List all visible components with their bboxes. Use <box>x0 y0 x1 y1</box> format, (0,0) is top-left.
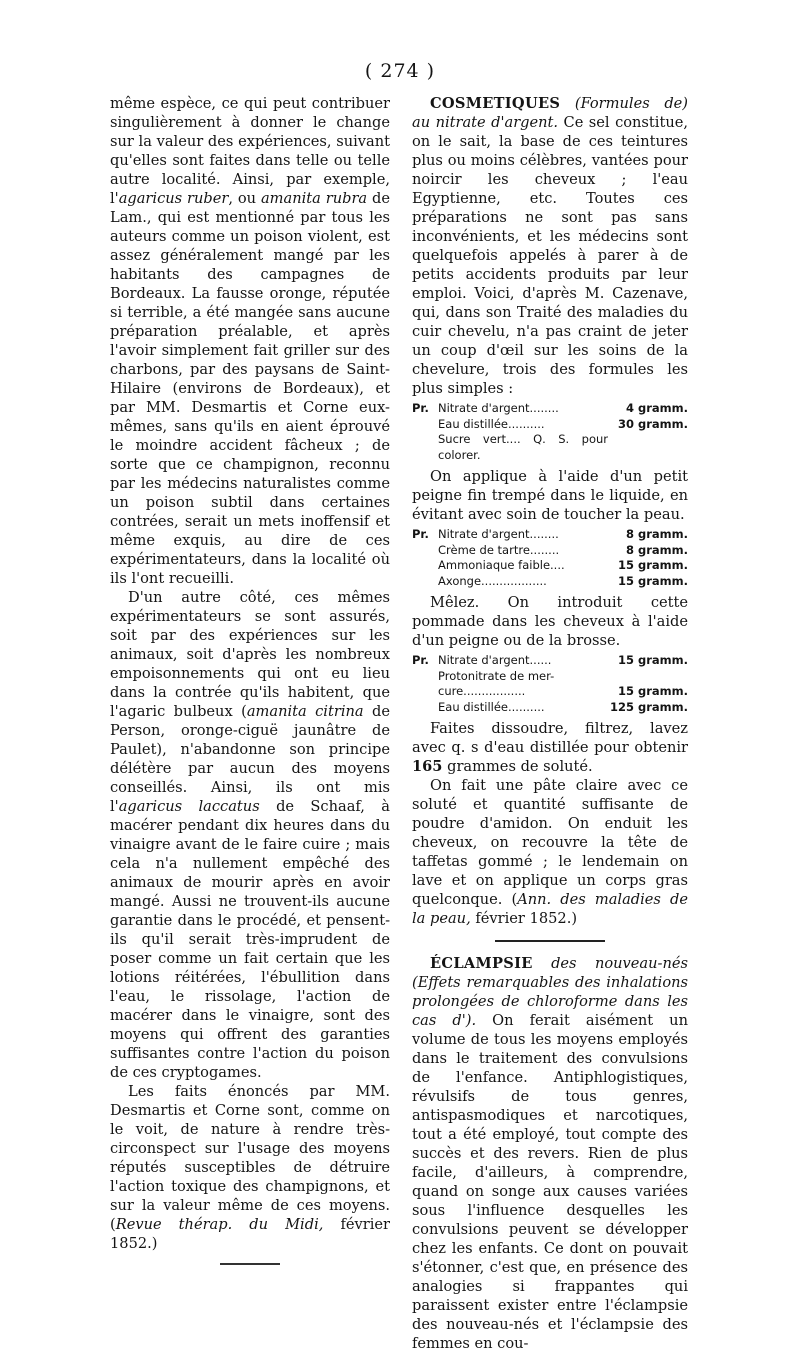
cosmetiques-entry: COSMETIQUES (Formules de) au nitrate d'argent. Ce sel constitue, on le sait, la base de ces teintures plus ou moins célèbres, vantées pour noircir les cheveux ; l'eau Egyptienne, etc. Toutes ces préparations ne sont pas sans inconvénients, et les médecins sont quelquefois appelés à parer à de petits accidents produits par leur emploi. Voici, d'après M. Cazenave, qui, dans son Traité des maladies du cuir chevelu, n'a pas craint de jeter un coup d'œil sur les soins de la chevelure, trois des formules les plus simples : <box>412 95 688 397</box>
formula-row: Sucre vert.... Q. S. pour colorer. <box>438 432 608 462</box>
formula-row: Eau distillée.......... 30 gramm. <box>438 416 688 431</box>
formula-row: Pr. Nitrate d'argent........ 4 gramm. <box>412 401 688 415</box>
section-divider <box>220 1263 280 1265</box>
formula-row: Ammoniaque faible.... 15 gramm. <box>438 558 688 572</box>
formula-1 <box>412 401 688 463</box>
formula-row: Crème de tartre........ 8 gramm. <box>438 542 688 557</box>
paste-paragraph: On fait une pâte claire avec ce soluté et quantité suffisante de poudre d'amidon. On enduit les cheveux, on recouvre la tête de taffetas gommé ; le lendemain on lave et on applique un corps gras quelconque. (Ann. des maladies de la peau, février 1852.) <box>412 777 688 927</box>
formula-row: Axonge.................. 15 gramm. <box>438 573 688 588</box>
formula-3-instructions: Faites dissoudre, filtrez, lavez avec q. s d'eau distillée pour obtenir 165 grammes de soluté. <box>412 720 688 775</box>
formula-3 <box>412 653 688 715</box>
formula-row: Protonitrate de mer- <box>438 668 555 683</box>
formula-row: cure................. 15 gramm. <box>438 684 688 698</box>
left-paragraph-2: D'un autre côté, ces mêmes expérimentateurs se sont assurés, soit par des expériences sur les animaux, soit d'après les nombreux empoisonnements qui ont eu lieu dans la contrée qu'ils habitent, que l'agaric bulbeux (amanita citrina de Person, oronge-ciguë jaunâtre de Paulet), n'abandonne son principe délétère par aucun des moyens conseillés. Ainsi, ils ont mis l'agaricus laccatus de Schaaf, à macérer pendant dix heures dans du vinaigre avant de le faire cuire ; mais cela n'a nullement empêché des animaux de mourir après en avoir mangé. Aussi ne trouvent-ils aucune garantie dans le procédé, et pensent-ils qu'il serait très-imprudent de poser comme un fait certain que les lotions réitérées, l'ébullition dans l'eau, le rissolage, l'action de macérer dans le vinaigre, sont des moyens qui offrent des garanties suffisantes contre l'action du poison de ces cryptogames. <box>110 589 391 1081</box>
page-number: ( 274 ) <box>364 60 436 82</box>
formula-row: Pr. Nitrate d'argent...... 15 gramm. <box>412 653 688 667</box>
right-column <box>412 94 688 1353</box>
formula-2 <box>412 527 688 589</box>
formula-row: Pr. Nitrate d'argent........ 8 gramm. <box>412 527 688 541</box>
left-paragraph-3: Les faits énoncés par MM. Desmartis et Corne sont, comme on le voit, de nature à rendre très-circonspect sur l'usage des moyens réputés susceptibles de détruire l'action toxique des champignons, et sur la valeur même de ces moyens. (Revue thérap. du Midi, février 1852.) <box>110 1083 390 1252</box>
left-paragraph-1: même espèce, ce qui peut contribuer singulièrement à donner le change sur la valeur des expériences, suivant qu'elles sont faites dans telle ou telle autre localité. Ainsi, par exemple, l'agaricus ruber, ou amanita rubra de Lam., qui est mentionné par tous les auteurs comme un poison violent, est assez généralement mangé par les habitants des campagnes de Bordeaux. La fausse oronge, réputée si terrible, a été mangée sans aucune préparation préalable, et après l'avoir simplement fait griller sur des charbons, par des paysans de Saint-Hilaire (environs de Bordeaux), et par MM. Desmartis et Corne eux-mêmes, sans qu'ils en aient éprouvé le moindre accident fâcheux ; de sorte que ce champignon, reconnu par les médecins naturalistes comme un poison subtil dans certaines contrées, serait un mets inoffensif et même exquis, au dire de ces expérimentateurs, dans la localité où ils l'ont recueilli. <box>110 95 390 587</box>
eclampsie-entry: ÉCLAMPSIE des nouveau-nés (Effets remarquables des inhalations prolongées de chloroforme dans les cas d'). On ferait aisément un volume de tous les moyens employés dans le traitement des convulsions de l'enfance. Antiphlogistiques, révulsifs de tous genres, antispasmodiques et narcotiques, tout a été employé, tout compte des succès et des revers. Rien de plus facile, d'ailleurs, à comprendre, quand on songe aux causes variées sous l'influence desquelles les convulsions peuvent se développer chez les enfants. Ce dont on pouvait s'étonner, c'est que, en présence des analogies si frappantes qui paraissent exister entre l'éclampsie des nouveau-nés et l'éclampsie des femmes en cou- <box>412 955 688 1352</box>
formula-1-instructions: On applique à l'aide d'un petit peigne fin trempé dans le liquide, en évitant avec soin de toucher la peau. <box>412 468 688 523</box>
left-column <box>110 94 390 1275</box>
formula-2-instructions: Mêlez. On introduit cette pommade dans les cheveux à l'aide d'un peigne ou de la brosse. <box>412 594 688 649</box>
section-divider <box>495 940 605 942</box>
formula-row: Eau distillée.......... 125 gramm. <box>438 699 688 714</box>
